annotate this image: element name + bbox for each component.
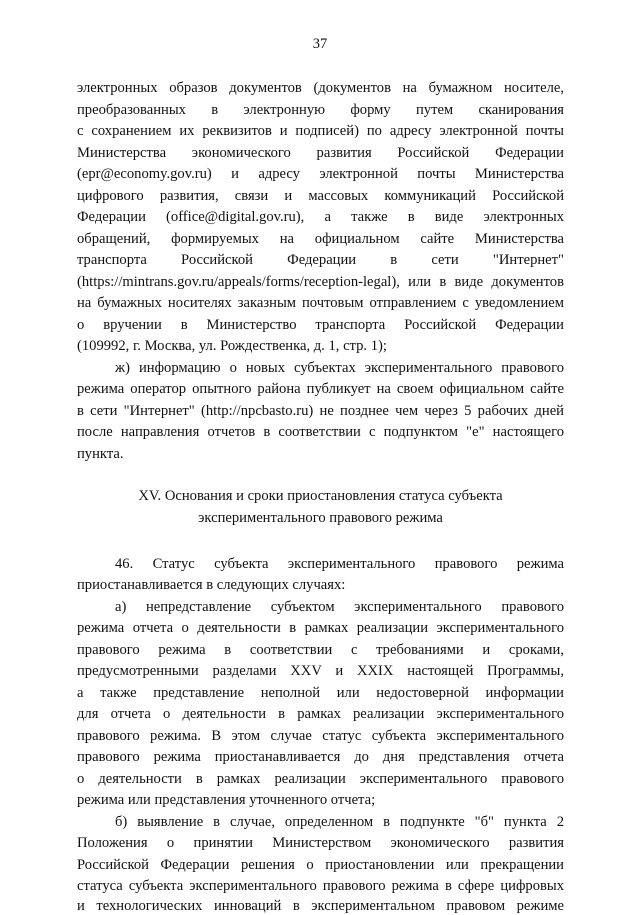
text-line: правового режима в соответствии с требованиями и сроками, (77, 642, 564, 658)
text-line: для отчета о деятельности в рамках реализации экспериментального (77, 706, 564, 722)
text-line: ж) информацию о новых субъектах экспериментального правового (115, 360, 564, 376)
text-line: обращений, формируемых на официальном сайте Министерства (77, 231, 564, 247)
text-line: правового режима. В этом случае статус субъекта экспериментального (77, 728, 564, 744)
text-line: (https://mintrans.gov.ru/appeals/forms/reception-legal), или в виде документов (77, 274, 564, 290)
text-line: Положения о принятии Министерством экономического развития (77, 835, 564, 851)
page-number: 37 (312, 36, 328, 52)
text-line: (109992, г. Москва, ул. Рождественка, д. 1, стр. 1); (77, 338, 387, 354)
text-line: электронных образов документов (документов на бумажном носителе, (77, 80, 564, 96)
text-line: правового режима приостанавливается до дня представления отчета (77, 749, 564, 765)
text-line: о вручении в Министерство транспорта Российской Федерации (77, 317, 564, 333)
text-line: режима отчета о деятельности в рамках реализации экспериментального (77, 620, 564, 636)
text-line: цифрового развития, связи и массовых коммуникаций Российской (77, 188, 564, 204)
text-line: транспорта Российской Федерации в сети "Интернет" (77, 252, 564, 268)
text-line: приостанавливается в следующих случаях: (77, 577, 346, 593)
text-line: на бумажных носителях заказным почтовым отправлением с уведомлением (77, 295, 564, 311)
text-line: пункта. (77, 446, 124, 462)
text-line: 46. Статус субъекта экспериментального правового режима (115, 556, 564, 572)
text-line: Федерации (office@digital.gov.ru), а также в виде электронных (77, 209, 564, 225)
text-line: статуса субъекта экспериментального правового режима в сфере цифровых (77, 878, 564, 894)
text-line: с сохранением их реквизитов и подписей) по адресу электронной почты (77, 123, 564, 139)
text-line: преобразованных в электронную форму путем сканирования (77, 102, 564, 118)
text-line: в сети "Интернет" (http://npcbasto.ru) не позднее чем через 5 рабочих дней (77, 403, 564, 419)
text-line: Министерства экономического развития Российской Федерации (77, 145, 564, 161)
text-line: б) выявление в случае, определенном в подпункте "б" пункта 2 (115, 814, 564, 830)
text-line: режима оператор опытного района публикует на своем официальном сайте (77, 381, 564, 397)
text-line: а) непредставление субъектом экспериментального правового (115, 599, 564, 615)
text-line: после направления отчетов в соответствии с подпунктом "е" настоящего (77, 424, 564, 440)
text-line: режима или представления уточненного отчета; (77, 792, 376, 808)
text-line: предусмотренными разделами XXV и XXIX настоящей Программы, (77, 663, 564, 679)
text-line: о деятельности в рамках реализации экспериментального правового (77, 771, 564, 787)
section-heading: экспериментального правового режима (198, 510, 443, 526)
text-line: и технологических инноваций в экспериментальном правовом режиме (77, 898, 564, 914)
text-line: (epr@economy.gov.ru) и адресу электронной почты Министерства (77, 166, 564, 182)
text-line: Российской Федерации решения о приостановлении или прекращении (77, 857, 564, 873)
text-line: а также представление неполной или недостоверной информации (77, 685, 564, 701)
section-heading: XV. Основания и сроки приостановления статуса субъекта (138, 488, 503, 504)
